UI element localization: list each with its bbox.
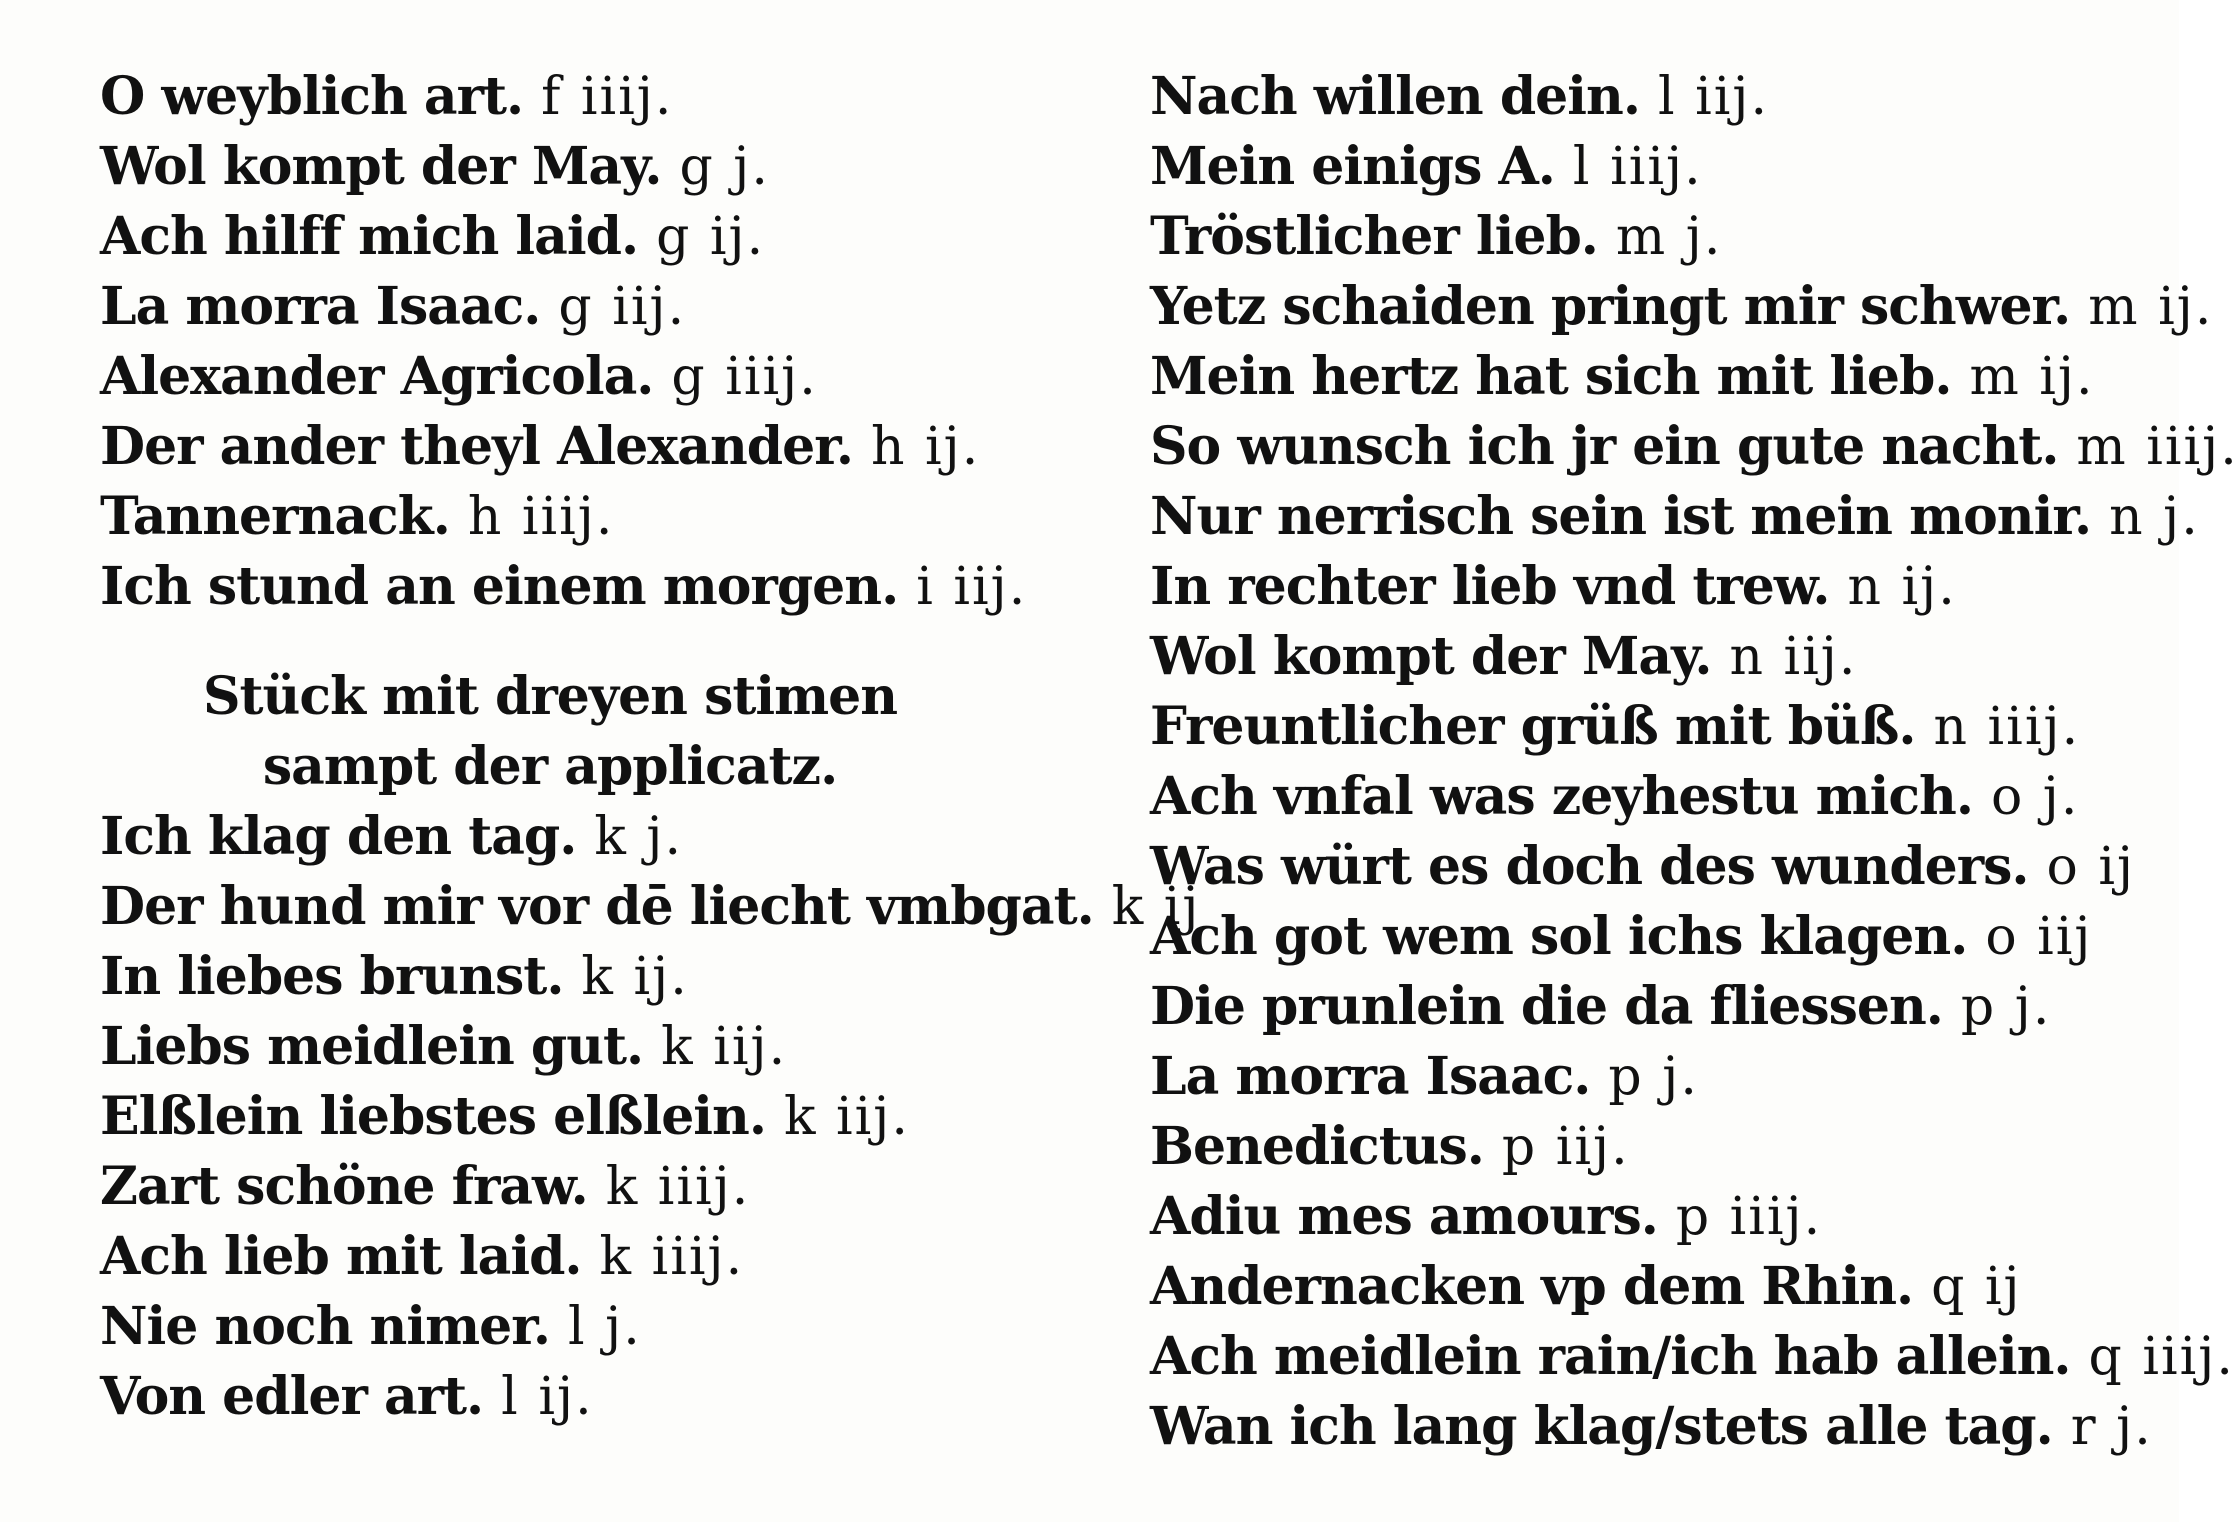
entry-ref: n ij. [1847,557,1957,617]
index-entry [100,872,1201,942]
entry-title: Was würt es doch des wunders. [1150,836,2029,897]
entry-title: Andernacken vp dem Rhin. [1150,1256,1914,1317]
entry-title: Ich stund an einem morgen. [100,556,899,617]
index-entry [1150,832,2150,902]
index-entry [100,552,1100,622]
entry-ref: h iiij. [467,487,615,547]
entry-ref: l iij. [1657,67,1770,127]
index-entry [100,1012,1100,1082]
index-entry [1150,1322,2235,1392]
section-spacer [100,622,1100,662]
entry-ref: o j. [1990,767,2080,827]
index-entry [1150,902,2150,972]
entry-title: Wol kompt der May. [1150,626,1712,687]
right-column [1150,62,2239,1462]
index-entry [100,1082,1100,1152]
entry-title: Benedictus. [1150,1116,1484,1177]
index-entry [100,942,1100,1012]
section-heading: Stück mit dreyen stimen [202,666,898,727]
entry-ref: i iij. [916,557,1028,617]
entry-title: Mein hertz hat sich mit lieb. [1150,346,1952,407]
entry-ref: p j. [1960,977,2052,1037]
entry-title: Freuntlicher grüß mit büß. [1150,696,1916,757]
entry-ref: h ij. [870,417,981,477]
index-entry [100,132,1100,202]
index-entry [100,272,1100,342]
index-entry [1150,622,2150,692]
entry-ref: k iij. [661,1017,788,1077]
entry-ref: m ij. [1969,347,2095,407]
entry-ref: m j. [1615,207,1723,267]
index-entry [100,482,1100,552]
entry-ref: l iiij. [1572,137,1703,197]
index-entry [100,1152,1100,1222]
entry-ref: k ij [1111,877,1201,937]
index-entry [1150,762,2150,832]
entry-ref: m ij. [2088,277,2214,337]
entry-title: Elßlein liebstes elßlein. [100,1086,766,1147]
index-entry [100,202,1100,272]
index-entry [1150,132,2150,202]
entry-ref: o ij [2046,837,2136,897]
entry-ref: l j. [567,1297,642,1357]
entry-ref: o iij [1985,907,2093,967]
entry-title: Von edler art. [100,1366,484,1427]
entry-ref: m iiij. [2076,417,2239,477]
index-entry [100,1222,1100,1292]
entry-ref: k ij. [581,947,689,1007]
entry-ref: n j. [2109,487,2200,547]
index-entry [100,1362,1100,1432]
entry-title: Tröstlicher lieb. [1150,206,1598,267]
entry-ref: l ij. [501,1367,594,1427]
entry-title: Ach got wem sol ichs klagen. [1150,906,1968,967]
entry-title: Die prunlein die da fliessen. [1150,976,1943,1037]
index-entry [1150,1252,2150,1322]
entry-ref: n iij. [1729,627,1858,687]
index-entry [1150,692,2150,762]
entry-title: So wunsch ich jr ein gute nacht. [1150,416,2059,477]
entry-ref: f iiij. [541,67,674,127]
left-column [100,62,1201,1432]
entry-ref: n iiij. [1933,697,2081,757]
index-entry [100,802,1100,872]
entry-ref: p iij. [1501,1117,1630,1177]
index-entry [1150,62,2150,132]
section-heading-subline: sampt der applicatz. [262,736,838,797]
entry-ref: q iiij. [2088,1327,2235,1387]
entry-ref: k iiij. [605,1157,751,1217]
index-entry [1150,1112,2150,1182]
index-entry [1150,972,2150,1042]
entry-ref: r j. [2070,1397,2153,1457]
entry-title: Mein einigs A. [1150,136,1555,197]
entry-title: Tannernack. [100,486,450,547]
entry-title: Liebs meidlein gut. [100,1016,644,1077]
entry-ref: g ij. [656,207,766,267]
entry-ref: k iiij. [599,1227,745,1287]
entry-ref: g iij. [558,277,687,337]
entry-title: Ach hilff mich laid. [100,206,639,267]
entry-ref: k iij. [783,1087,910,1147]
entry-title: Ach lieb mit laid. [100,1226,582,1287]
index-entry [100,1292,1100,1362]
entry-title: Adiu mes amours. [1150,1186,1658,1247]
entry-title: Nie noch nimer. [100,1296,550,1357]
entry-ref: p iiij. [1675,1187,1823,1247]
index-entry [1150,482,2200,552]
entry-title: La morra Isaac. [1150,1046,1591,1107]
entry-ref: p j. [1608,1047,1699,1107]
entry-ref: k j. [594,807,684,867]
entry-title: In rechter lieb vnd trew. [1150,556,1830,617]
index-entry [100,412,1100,482]
index-entry [1150,342,2150,412]
entry-title: Ach vnfal was zeyhestu mich. [1150,766,1973,827]
entry-title: In liebes brunst. [100,946,564,1007]
index-entry [1150,552,2150,622]
entry-title: Der hund mir vor dē liecht vmbgat. [100,876,1094,937]
entry-title: Ich klag den tag. [100,806,577,867]
entry-title: Wol kompt der May. [100,136,662,197]
entry-title: Der ander theyl Alexander. [100,416,853,477]
index-entry [1150,1392,2153,1462]
entry-title: Alexander Agricola. [100,346,654,407]
index-entry [100,62,1100,132]
index-entry [1150,412,2239,482]
index-entry [1150,202,2150,272]
entry-title: Ach meidlein rain/ich hab allein. [1150,1326,2071,1387]
entry-ref: g j. [679,137,770,197]
entry-title: Nach willen dein. [1150,66,1640,127]
index-entry [1150,1042,2150,1112]
index-entry [1150,1182,2150,1252]
entry-title: O weyblich art. [100,66,524,127]
entry-title: Wan ich lang klag/stets alle tag. [1150,1396,2053,1457]
entry-title: Yetz schaiden pringt mir schwer. [1150,276,2071,337]
entry-title: Nur nerrisch sein ist mein monir. [1150,486,2092,547]
entry-title: La morra Isaac. [100,276,541,337]
entry-ref: q ij [1931,1257,2022,1317]
entry-ref: g iiij. [671,347,818,407]
index-entry [100,342,1100,412]
entry-title: Zart schöne fraw. [100,1156,588,1217]
index-entry [1150,272,2214,342]
